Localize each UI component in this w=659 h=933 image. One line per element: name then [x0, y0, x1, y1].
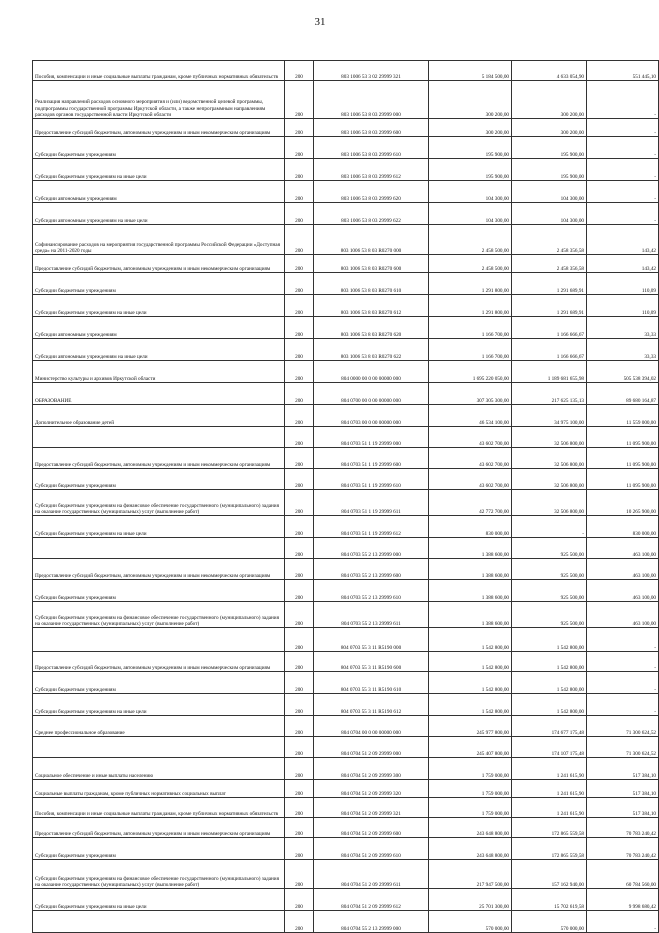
- row-budget-code: 804 0703 55 3 11 R5190 000: [314, 628, 429, 652]
- row-line-code: 200: [285, 889, 314, 911]
- row-unexecuted-amount: 11 095 900,00: [587, 469, 659, 490]
- row-budget-code: 804 0703 55 3 11 R5190 610: [314, 672, 429, 694]
- row-budget-code: 804 0703 51 1 19 29999 610: [314, 469, 429, 490]
- table-row: [33, 889, 659, 911]
- row-unexecuted-amount: 517 384,10: [587, 780, 659, 798]
- row-executed-amount: 174 107 175,48: [512, 737, 587, 758]
- row-unexecuted-amount: -: [587, 672, 659, 694]
- table-row: [33, 716, 659, 737]
- table-row: [33, 137, 659, 159]
- row-executed-amount: 300 200,00: [512, 119, 587, 137]
- row-budget-code: 804 0000 00 0 00 00000 000: [314, 361, 429, 383]
- table-row: [33, 516, 659, 538]
- row-unexecuted-amount: 463 100,00: [587, 580, 659, 602]
- table-row: [33, 780, 659, 798]
- table-row: [33, 273, 659, 295]
- row-approved-amount: 1 542 800,00: [429, 652, 512, 672]
- row-name: Предоставление субсидий бюджетным, автономным учреждениям и иным некоммерческим организациям: [33, 255, 285, 273]
- row-approved-amount: 2 458 500,00: [429, 225, 512, 255]
- row-name: Субсидии бюджетным учреждениям на иные цели: [33, 295, 285, 317]
- table-row: [33, 405, 659, 427]
- row-approved-amount: 43 602 700,00: [429, 448, 512, 469]
- row-budget-code: 804 0703 55 2 13 29999 600: [314, 559, 429, 580]
- row-unexecuted-amount: -: [587, 628, 659, 652]
- row-name: Предоставление субсидий бюджетным, автономным учреждениям и иным некоммерческим организациям: [33, 818, 285, 838]
- row-approved-amount: 217 947 500,00: [429, 860, 512, 889]
- row-line-code: 200: [285, 339, 314, 361]
- page-number: 31: [314, 16, 326, 28]
- row-approved-amount: 245 977 800,00: [429, 716, 512, 737]
- row-executed-amount: 195 900,00: [512, 137, 587, 159]
- row-approved-amount: 104 300,00: [429, 203, 512, 225]
- table-row: [33, 628, 659, 652]
- row-name: Предоставление субсидий бюджетным, автономным учреждениям и иным некоммерческим организациям: [33, 119, 285, 137]
- budget-table-body: [33, 61, 659, 933]
- table-row: [33, 758, 659, 780]
- row-name: Социальные выплаты гражданам, кроме публичных нормативных социальных выплат: [33, 780, 285, 798]
- row-executed-amount: 172 865 559,58: [512, 838, 587, 860]
- row-unexecuted-amount: 11 559 000,00: [587, 405, 659, 427]
- row-line-code: 200: [285, 602, 314, 628]
- row-approved-amount: 5 184 500,00: [429, 61, 512, 81]
- row-line-code: 200: [285, 538, 314, 559]
- table-row: [33, 383, 659, 405]
- row-executed-amount: 32 506 800,00: [512, 469, 587, 490]
- row-budget-code: 803 1006 53 8 03 R0270 612: [314, 295, 429, 317]
- row-line-code: 200: [285, 361, 314, 383]
- row-budget-code: 804 0703 55 2 13 29999 611: [314, 602, 429, 628]
- row-executed-amount: 1 291 689,91: [512, 273, 587, 295]
- row-approved-amount: 104 300,00: [429, 181, 512, 203]
- row-unexecuted-amount: 10 265 900,00: [587, 490, 659, 516]
- row-unexecuted-amount: -: [587, 119, 659, 137]
- row-approved-amount: 1 542 800,00: [429, 672, 512, 694]
- row-budget-code: 804 0704 00 0 00 00000 000: [314, 716, 429, 737]
- row-unexecuted-amount: 89 680 164,87: [587, 383, 659, 405]
- row-executed-amount: 925 500,00: [512, 559, 587, 580]
- row-name: [33, 538, 285, 559]
- row-unexecuted-amount: -: [587, 159, 659, 181]
- row-budget-code: 803 1006 53 8 03 29999 610: [314, 137, 429, 159]
- row-executed-amount: 217 625 135,13: [512, 383, 587, 405]
- row-name: [33, 427, 285, 448]
- row-name: Субсидии бюджетным учреждениям на иные цели: [33, 516, 285, 538]
- row-unexecuted-amount: 110,09: [587, 295, 659, 317]
- row-unexecuted-amount: -: [587, 203, 659, 225]
- row-approved-amount: 43 602 700,00: [429, 427, 512, 448]
- table-row: [33, 469, 659, 490]
- row-line-code: 200: [285, 737, 314, 758]
- row-executed-amount: 1 542 800,00: [512, 672, 587, 694]
- row-budget-code: 804 0703 55 2 13 29999 610: [314, 580, 429, 602]
- row-approved-amount: 300 200,00: [429, 81, 512, 119]
- row-executed-amount: 32 506 800,00: [512, 490, 587, 516]
- row-line-code: 200: [285, 469, 314, 490]
- row-approved-amount: 25 701 300,00: [429, 889, 512, 911]
- row-unexecuted-amount: 517 384,10: [587, 798, 659, 818]
- row-approved-amount: 1 542 800,00: [429, 628, 512, 652]
- row-executed-amount: 1 166 666,67: [512, 339, 587, 361]
- row-approved-amount: 830 000,00: [429, 516, 512, 538]
- table-row: [33, 694, 659, 716]
- row-approved-amount: 1 166 700,00: [429, 317, 512, 339]
- row-approved-amount: 1 388 600,00: [429, 580, 512, 602]
- row-executed-amount: -: [512, 516, 587, 538]
- row-name: Реализация направлений расходов основного мероприятия и (или) ведомственной целевой программы, подпрограммы государственной программы Иркутской области, а также непрограммным направлениям расходов органов государственной власти Иркутской области: [33, 81, 285, 119]
- row-line-code: 200: [285, 758, 314, 780]
- row-unexecuted-amount: 70 783 240,42: [587, 838, 659, 860]
- row-approved-amount: 1 388 600,00: [429, 602, 512, 628]
- row-unexecuted-amount: 463 100,00: [587, 559, 659, 580]
- row-budget-code: 804 0703 51 1 19 29999 600: [314, 448, 429, 469]
- row-approved-amount: 300 200,00: [429, 119, 512, 137]
- row-budget-code: 803 1006 53 8 03 29999 622: [314, 203, 429, 225]
- row-executed-amount: 4 633 054,90: [512, 61, 587, 81]
- row-approved-amount: 307 305 300,00: [429, 383, 512, 405]
- table-row: [33, 181, 659, 203]
- row-name: Пособия, компенсации и иные социальные выплаты гражданам, кроме публичных нормативных обязательств: [33, 798, 285, 818]
- table-row: [33, 361, 659, 383]
- row-line-code: 200: [285, 159, 314, 181]
- row-line-code: 200: [285, 860, 314, 889]
- row-budget-code: 804 0704 51 2 09 29999 300: [314, 758, 429, 780]
- table-row: [33, 81, 659, 119]
- row-line-code: 200: [285, 559, 314, 580]
- row-approved-amount: 1 291 800,00: [429, 273, 512, 295]
- table-row: [33, 317, 659, 339]
- row-budget-code: 803 1006 53 8 03 29999 620: [314, 181, 429, 203]
- table-row: [33, 798, 659, 818]
- row-unexecuted-amount: 9 998 680,42: [587, 889, 659, 911]
- row-budget-code: 803 1006 53 3 02 29999 321: [314, 61, 429, 81]
- row-name: Субсидии автономным учреждениям: [33, 181, 285, 203]
- row-unexecuted-amount: 71 300 624,52: [587, 716, 659, 737]
- row-name: Министерство культуры и архивов Иркутской области: [33, 361, 285, 383]
- row-unexecuted-amount: 60 784 560,00: [587, 860, 659, 889]
- row-line-code: 200: [285, 838, 314, 860]
- row-budget-code: 803 1006 53 8 03 R0270 610: [314, 273, 429, 295]
- row-executed-amount: 172 865 559,58: [512, 818, 587, 838]
- row-executed-amount: 1 241 615,90: [512, 798, 587, 818]
- row-approved-amount: 570 000,00: [429, 911, 512, 933]
- row-unexecuted-amount: 33,33: [587, 317, 659, 339]
- row-name: Предоставление субсидий бюджетным, автономным учреждениям и иным некоммерческим организациям: [33, 652, 285, 672]
- row-executed-amount: 32 506 800,00: [512, 448, 587, 469]
- row-executed-amount: 925 500,00: [512, 602, 587, 628]
- table-row: [33, 159, 659, 181]
- row-line-code: 200: [285, 580, 314, 602]
- table-row: [33, 490, 659, 516]
- row-executed-amount: 1 166 666,67: [512, 317, 587, 339]
- table-row: [33, 448, 659, 469]
- row-budget-code: 804 0704 51 2 09 29999 610: [314, 838, 429, 860]
- row-budget-code: 803 1006 53 8 03 29999 000: [314, 81, 429, 119]
- row-executed-amount: 925 500,00: [512, 580, 587, 602]
- row-executed-amount: 32 506 800,00: [512, 427, 587, 448]
- row-line-code: 200: [285, 716, 314, 737]
- row-line-code: 200: [285, 911, 314, 933]
- row-approved-amount: 46 534 100,00: [429, 405, 512, 427]
- row-approved-amount: 245 407 800,00: [429, 737, 512, 758]
- row-approved-amount: 1 759 000,00: [429, 798, 512, 818]
- row-name: Пособия, компенсации и иные социальные выплаты гражданам, кроме публичных нормативных обязательств: [33, 61, 285, 81]
- row-unexecuted-amount: 830 000,00: [587, 516, 659, 538]
- row-executed-amount: 1 542 800,00: [512, 694, 587, 716]
- row-budget-code: 804 0703 51 1 19 29999 611: [314, 490, 429, 516]
- row-line-code: 200: [285, 405, 314, 427]
- row-executed-amount: 104 300,00: [512, 181, 587, 203]
- table-row: [33, 911, 659, 933]
- row-unexecuted-amount: -: [587, 694, 659, 716]
- row-executed-amount: 1 542 800,00: [512, 628, 587, 652]
- row-line-code: 200: [285, 672, 314, 694]
- row-unexecuted-amount: 110,09: [587, 273, 659, 295]
- table-row: [33, 538, 659, 559]
- row-line-code: 200: [285, 628, 314, 652]
- row-executed-amount: 2 458 356,58: [512, 255, 587, 273]
- row-name: Субсидии бюджетным учреждениям: [33, 672, 285, 694]
- row-budget-code: 804 0704 51 2 09 29999 321: [314, 798, 429, 818]
- table-row: [33, 580, 659, 602]
- row-budget-code: 804 0704 51 2 09 29999 611: [314, 860, 429, 889]
- row-line-code: 200: [285, 295, 314, 317]
- row-approved-amount: 1 388 600,00: [429, 559, 512, 580]
- row-budget-code: 804 0703 51 1 19 29999 612: [314, 516, 429, 538]
- row-unexecuted-amount: -: [587, 137, 659, 159]
- row-name: Предоставление субсидий бюджетным, автономным учреждениям и иным некоммерческим организациям: [33, 559, 285, 580]
- row-name: [33, 911, 285, 933]
- row-line-code: 200: [285, 225, 314, 255]
- row-line-code: 200: [285, 780, 314, 798]
- row-name: Дополнительное образование детей: [33, 405, 285, 427]
- row-budget-code: 803 1006 53 8 03 R0270 620: [314, 317, 429, 339]
- row-line-code: 200: [285, 137, 314, 159]
- table-row: [33, 203, 659, 225]
- row-budget-code: 803 1006 53 8 03 R0270 600: [314, 255, 429, 273]
- table-row: [33, 652, 659, 672]
- row-budget-code: 804 0703 00 0 00 00000 000: [314, 405, 429, 427]
- row-name: [33, 737, 285, 758]
- row-line-code: 200: [285, 427, 314, 448]
- row-budget-code: 804 0704 55 2 13 29999 000: [314, 911, 429, 933]
- row-unexecuted-amount: 517 384,10: [587, 758, 659, 780]
- row-name: Субсидии автономным учреждениям на иные цели: [33, 203, 285, 225]
- row-name: [33, 628, 285, 652]
- row-name: Субсидии бюджетным учреждениям: [33, 137, 285, 159]
- row-unexecuted-amount: 551 445,10: [587, 61, 659, 81]
- row-budget-code: 804 0703 55 2 13 29999 000: [314, 538, 429, 559]
- row-name: Субсидии бюджетным учреждениям на иные цели: [33, 889, 285, 911]
- row-name: ОБРАЗОВАНИЕ: [33, 383, 285, 405]
- row-line-code: 200: [285, 61, 314, 81]
- row-budget-code: 804 0703 55 3 11 R5190 600: [314, 652, 429, 672]
- table-row: [33, 737, 659, 758]
- row-unexecuted-amount: -: [587, 911, 659, 933]
- row-executed-amount: 1 241 615,90: [512, 780, 587, 798]
- row-executed-amount: 300 200,00: [512, 81, 587, 119]
- row-unexecuted-amount: 11 095 900,00: [587, 448, 659, 469]
- row-budget-code: 803 1006 53 8 03 R0270 000: [314, 225, 429, 255]
- row-name: Субсидии бюджетным учреждениям на финансовое обеспечение государственного (муниципального) задания на оказание государственных (муниципальных) услуг (выполнение работ): [33, 602, 285, 628]
- row-executed-amount: 195 900,00: [512, 159, 587, 181]
- table-row: [33, 672, 659, 694]
- table-row: [33, 860, 659, 889]
- row-approved-amount: 195 900,00: [429, 159, 512, 181]
- row-line-code: 200: [285, 273, 314, 295]
- row-approved-amount: 1 695 220 050,00: [429, 361, 512, 383]
- row-executed-amount: 1 542 800,00: [512, 652, 587, 672]
- row-name: Субсидии бюджетным учреждениям: [33, 273, 285, 295]
- row-executed-amount: 570 000,00: [512, 911, 587, 933]
- row-budget-code: 803 1006 53 8 03 R0270 622: [314, 339, 429, 361]
- row-line-code: 200: [285, 652, 314, 672]
- row-name: Субсидии автономным учреждениям: [33, 317, 285, 339]
- table-row: [33, 818, 659, 838]
- row-budget-code: 803 1006 53 8 03 29999 612: [314, 159, 429, 181]
- row-approved-amount: 2 458 500,00: [429, 255, 512, 273]
- row-budget-code: 804 0703 51 1 19 29999 000: [314, 427, 429, 448]
- row-unexecuted-amount: 143,42: [587, 255, 659, 273]
- row-line-code: 200: [285, 119, 314, 137]
- table-row: [33, 427, 659, 448]
- table-row: [33, 339, 659, 361]
- row-line-code: 200: [285, 181, 314, 203]
- row-line-code: 200: [285, 383, 314, 405]
- row-executed-amount: 157 162 940,00: [512, 860, 587, 889]
- table-row: [33, 225, 659, 255]
- row-name: Субсидии автономным учреждениям на иные цели: [33, 339, 285, 361]
- table-row: [33, 255, 659, 273]
- row-approved-amount: 1 166 700,00: [429, 339, 512, 361]
- row-executed-amount: 174 677 175,48: [512, 716, 587, 737]
- row-line-code: 200: [285, 317, 314, 339]
- row-unexecuted-amount: 11 095 900,00: [587, 427, 659, 448]
- row-executed-amount: 925 500,00: [512, 538, 587, 559]
- row-name: Среднее профессиональное образование: [33, 716, 285, 737]
- row-line-code: 200: [285, 490, 314, 516]
- table-row: [33, 559, 659, 580]
- row-unexecuted-amount: 33,33: [587, 339, 659, 361]
- row-unexecuted-amount: 143,42: [587, 225, 659, 255]
- row-unexecuted-amount: 71 300 624,52: [587, 737, 659, 758]
- row-name: Софинансирование расходов на мероприятия государственной программы Российской Федерации «Доступная среда» на 2011-2020 годы: [33, 225, 285, 255]
- row-budget-code: 804 0703 55 3 11 R5190 612: [314, 694, 429, 716]
- row-line-code: 200: [285, 448, 314, 469]
- row-budget-code: 804 0704 51 2 09 29999 612: [314, 889, 429, 911]
- row-executed-amount: 34 975 100,00: [512, 405, 587, 427]
- row-name: Субсидии бюджетным учреждениям на финансовое обеспечение государственного (муниципального) задания на оказание государственных (муниципальных) услуг (выполнение работ): [33, 860, 285, 889]
- row-executed-amount: 15 702 619,58: [512, 889, 587, 911]
- table-row: [33, 61, 659, 81]
- row-approved-amount: 1 388 600,00: [429, 538, 512, 559]
- row-unexecuted-amount: 463 100,00: [587, 602, 659, 628]
- row-executed-amount: 104 300,00: [512, 203, 587, 225]
- row-unexecuted-amount: -: [587, 652, 659, 672]
- row-name: Социальное обеспечение и иные выплаты населению: [33, 758, 285, 780]
- row-name: Субсидии бюджетным учреждениям на финансовое обеспечение государственного (муниципального) задания на оказание государственных (муниципальных) услуг (выполнение работ): [33, 490, 285, 516]
- row-unexecuted-amount: 70 783 240,42: [587, 818, 659, 838]
- row-approved-amount: 1 759 000,00: [429, 758, 512, 780]
- row-executed-amount: 1 291 689,91: [512, 295, 587, 317]
- row-name: Субсидии бюджетным учреждениям: [33, 469, 285, 490]
- row-approved-amount: 195 900,00: [429, 137, 512, 159]
- table-row: [33, 119, 659, 137]
- row-approved-amount: 42 772 700,00: [429, 490, 512, 516]
- row-budget-code: 804 0704 51 2 09 29999 320: [314, 780, 429, 798]
- row-line-code: 200: [285, 694, 314, 716]
- table-row: [33, 602, 659, 628]
- row-line-code: 200: [285, 798, 314, 818]
- row-budget-code: 803 1006 53 8 03 29999 600: [314, 119, 429, 137]
- row-executed-amount: 1 189 681 655,98: [512, 361, 587, 383]
- row-approved-amount: 43 602 700,00: [429, 469, 512, 490]
- row-unexecuted-amount: -: [587, 81, 659, 119]
- row-budget-code: 804 0700 00 0 00 00000 000: [314, 383, 429, 405]
- row-budget-code: 804 0704 51 2 09 29999 000: [314, 737, 429, 758]
- row-name: Субсидии бюджетным учреждениям: [33, 838, 285, 860]
- row-name: Субсидии бюджетным учреждениям: [33, 580, 285, 602]
- row-line-code: 200: [285, 255, 314, 273]
- row-budget-code: 804 0704 51 2 09 29999 600: [314, 818, 429, 838]
- row-line-code: 200: [285, 818, 314, 838]
- budget-table: [32, 60, 659, 933]
- row-line-code: 200: [285, 81, 314, 119]
- row-approved-amount: 1 759 000,00: [429, 780, 512, 798]
- row-line-code: 200: [285, 203, 314, 225]
- row-approved-amount: 243 648 800,00: [429, 818, 512, 838]
- row-executed-amount: 1 241 615,90: [512, 758, 587, 780]
- row-name: Субсидии бюджетным учреждениям на иные цели: [33, 159, 285, 181]
- row-unexecuted-amount: 505 538 394,02: [587, 361, 659, 383]
- row-executed-amount: 2 458 356,58: [512, 225, 587, 255]
- row-unexecuted-amount: 463 100,00: [587, 538, 659, 559]
- row-name: Предоставление субсидий бюджетным, автономным учреждениям и иным некоммерческим организациям: [33, 448, 285, 469]
- row-name: Субсидии бюджетным учреждениям на иные цели: [33, 694, 285, 716]
- row-approved-amount: 1 542 800,00: [429, 694, 512, 716]
- row-approved-amount: 243 648 800,00: [429, 838, 512, 860]
- row-approved-amount: 1 291 800,00: [429, 295, 512, 317]
- row-line-code: 200: [285, 516, 314, 538]
- table-row: [33, 838, 659, 860]
- row-unexecuted-amount: -: [587, 181, 659, 203]
- table-row: [33, 295, 659, 317]
